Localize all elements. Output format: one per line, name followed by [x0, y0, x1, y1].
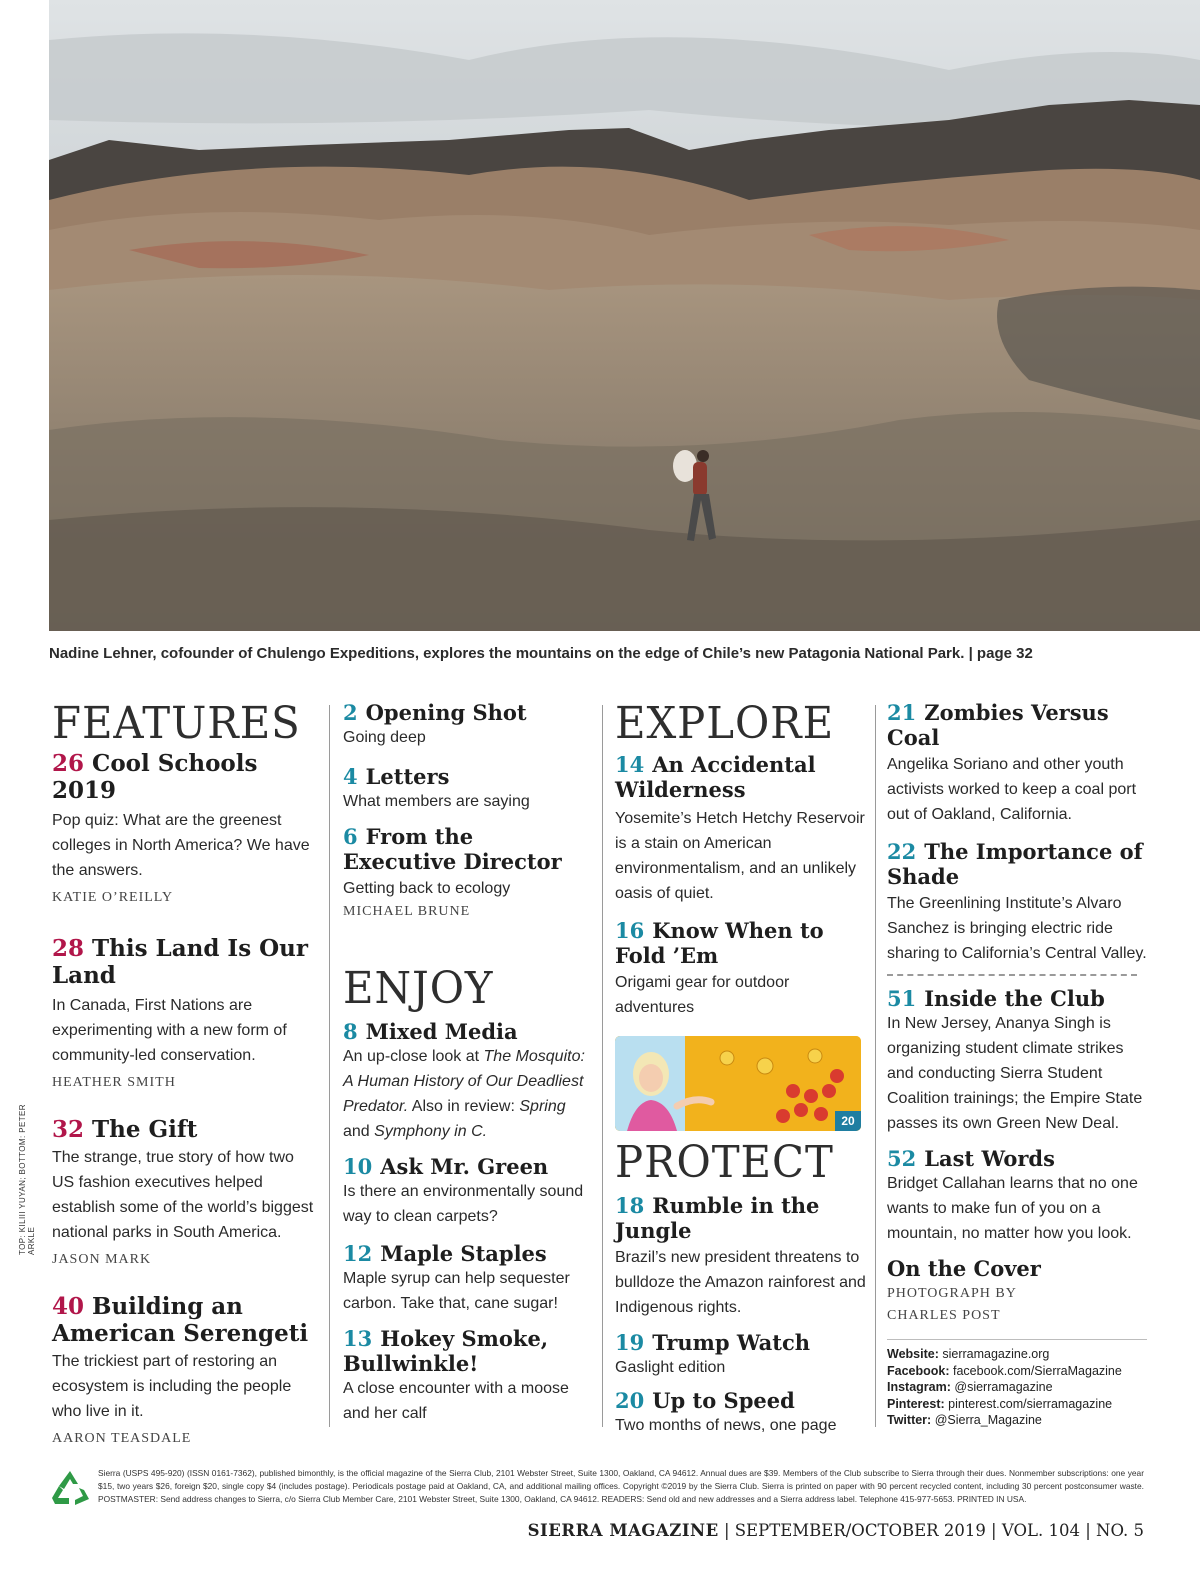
toc-item[interactable] [887, 839, 1147, 966]
page-number: 4 [343, 764, 358, 789]
article-title: The Importance of Shade [887, 839, 1143, 889]
social-instagram[interactable]: Instagram: @sierramagazine [887, 1380, 1053, 1394]
page-number: 2 [343, 700, 358, 725]
article-title: Last Words [924, 1146, 1055, 1171]
toc-item[interactable] [615, 918, 870, 1020]
article-title: Trump Watch [652, 1330, 811, 1355]
toc-item[interactable] [887, 700, 1147, 827]
article-description: In Canada, First Nations are experimenting with a new form of community-led conservation. [52, 997, 287, 1064]
toc-item[interactable] [52, 935, 314, 1094]
author-byline: MICHAEL BRUNE [343, 904, 471, 919]
article-description: Pop quiz: What are the greenest colleges in North America? We have the answers. [52, 812, 310, 879]
back-of-book-column [887, 700, 1147, 1429]
column-divider [875, 705, 876, 1427]
page-number: 8 [343, 1019, 358, 1044]
article-title: Letters [365, 764, 450, 789]
issue-info: | SEPTEMBER/OCTOBER 2019 | VOL. 104 | NO. 5 [718, 1521, 1144, 1540]
recycle-icon [49, 1468, 91, 1508]
column-divider [602, 705, 603, 1427]
page-number: 51 [887, 986, 917, 1011]
page-number: 16 [615, 918, 645, 943]
article-description: An up-close look at The Mosquito: A Human History of Our Deadliest Predator. Also in review: Spring and Symphony in C. [343, 1048, 585, 1140]
article-description: Angelika Soriano and other youth activists worked to keep a coal port out of Oakland, California. [887, 756, 1137, 823]
article-title: The Gift [92, 1116, 198, 1143]
author-byline: AARON TEASDALE [52, 1431, 192, 1446]
legal-notice: Sierra (USPS 495-920) (ISSN 0161-7362), published bimonthly, is the official magazine of the Sierra Club, 2101 Webster Street, Suite 1300, Oakland, CA 94612. Annual dues are $39. Members of the Club subscribe to Sierra through their dues. Nonmember subscriptions: one year $15, two years $26, foreign $20, single copy $4 (includes postage). Periodicals postage paid at Oakland, CA, and additional mailing offices. Copyright ©2019 by the Sierra Club. Sierra is printed on paper with 90 percent recycled content, including 30 percent postconsumer waste. POSTMASTER: Send address changes to Sierra, c/o Sierra Club Member Care, 2101 Webster Street, Suite 1300, Oakland, CA 94612. READERS: Send old and new addresses and a Sierra address label. Telephone 415-977-5653. PRINTED IN USA. [98, 1468, 1144, 1504]
weather-map-illustration [615, 1036, 861, 1131]
features-heading: FEATURES [52, 698, 301, 749]
social-twitter[interactable]: Twitter: @Sierra_Magazine [887, 1413, 1042, 1427]
article-title: Mixed Media [365, 1019, 518, 1044]
toc-item[interactable] [343, 1019, 593, 1144]
page-badge: 20 [835, 1111, 861, 1131]
page-number: 10 [343, 1154, 373, 1179]
article-description: In New Jersey, Ananya Singh is organizing student climate strikes and conducting Sierra Student Coalition trainings; the Empire State passes its own Green New Deal. [887, 1015, 1143, 1132]
page-number: 14 [615, 752, 645, 777]
page-number: 18 [615, 1193, 645, 1218]
social-facebook[interactable]: Facebook: facebook.com/SierraMagazine [887, 1363, 1122, 1378]
article-description: Gaslight edition [615, 1359, 726, 1376]
author-byline: JASON MARK [52, 1252, 152, 1267]
toc-item[interactable] [887, 1146, 1147, 1246]
article-title: Know When to Fold ’Em [615, 918, 824, 968]
toc-item[interactable] [52, 1116, 314, 1271]
toc-item[interactable] [615, 1193, 870, 1320]
article-title: An Accidental Wilderness [615, 752, 816, 802]
article-description: A close encounter with a moose and her calf [343, 1380, 569, 1422]
article-description: What members are saying [343, 793, 530, 810]
article-title: Maple Staples [380, 1241, 547, 1266]
page-number: 13 [343, 1326, 373, 1351]
up-to-speed-illustration[interactable] [615, 1036, 861, 1131]
article-title: Cool Schools 2019 [52, 750, 258, 804]
article-title: Rumble in the Jungle [615, 1193, 820, 1243]
dashed-divider [887, 974, 1137, 976]
article-description: Origami gear for outdoor adventures [615, 974, 790, 1016]
article-description: Yosemite’s Hetch Hetchy Reservoir is a stain on American environmentalism, and an unlikely oasis of quiet. [615, 810, 865, 902]
toc-item[interactable] [615, 1388, 870, 1438]
toc-item[interactable] [343, 824, 593, 923]
page-number: 19 [615, 1330, 645, 1355]
article-description: Bridget Callahan learns that no one wants to make fun of you on a mountain, no matter how you look. [887, 1175, 1138, 1242]
article-description: Going deep [343, 729, 426, 746]
masthead-footer [528, 1521, 1144, 1540]
article-description: Two months of news, one page [615, 1417, 837, 1434]
toc-item[interactable] [52, 1293, 314, 1450]
page-number: 52 [887, 1146, 917, 1171]
article-description: Maple syrup can help sequester carbon. Take that, cane sugar! [343, 1270, 570, 1312]
page-number: 22 [887, 839, 917, 864]
article-description: The trickiest part of restoring an ecosystem is including the people who live in it. [52, 1353, 292, 1420]
landscape-illustration [49, 0, 1200, 631]
page-number: 12 [343, 1241, 373, 1266]
page-number: 6 [343, 824, 358, 849]
article-title: Hokey Smoke, Bullwinkle! [343, 1326, 549, 1376]
toc-item[interactable] [343, 1326, 593, 1426]
photo-credit: TOP: KILIII YUYAN; BOTTOM: PETER ARKLE [18, 1104, 36, 1255]
social-pinterest[interactable]: Pinterest: pinterest.com/sierramagazine [887, 1396, 1113, 1411]
article-title: From the Executive Director [343, 824, 562, 874]
article-title: Opening Shot [365, 700, 527, 725]
toc-item[interactable] [343, 1241, 593, 1316]
cover-heading: On the Cover [887, 1256, 1041, 1281]
page-number: 26 [52, 750, 85, 777]
toc-item[interactable] [343, 1154, 593, 1229]
social-website[interactable]: Website: sierramagazine.org [887, 1347, 1050, 1361]
toc-item[interactable] [615, 1330, 870, 1380]
photo-caption: Nadine Lehner, cofounder of Chulengo Expeditions, explores the mountains on the edge of Chile’s new Patagonia National Park. | page 32 [49, 645, 1033, 662]
departments-column [343, 700, 593, 1426]
explore-heading: EXPLORE [615, 698, 835, 749]
article-description: Is there an environmentally sound way to clean carpets? [343, 1183, 584, 1225]
toc-item[interactable] [343, 700, 593, 750]
author-byline: HEATHER SMITH [52, 1075, 176, 1090]
social-links [887, 1339, 1147, 1429]
cover-byline: PHOTOGRAPH BY [887, 1286, 1017, 1301]
article-title: Ask Mr. Green [380, 1154, 549, 1179]
article-title: Zombies Versus Coal [887, 700, 1109, 750]
toc-item[interactable] [615, 752, 870, 906]
article-description: The Greenlining Institute’s Alvaro Sanchez is bringing electric ride sharing to California’s Central Valley. [887, 895, 1147, 962]
toc-item[interactable] [52, 750, 314, 909]
features-column [52, 700, 314, 1450]
page-number: 40 [52, 1293, 85, 1320]
article-description: The strange, true story of how two US fashion executives helped establish some of the world’s biggest national parks in South America. [52, 1149, 314, 1241]
article-description: Brazil’s new president threatens to bulldoze the Amazon rainforest and Indigenous rights. [615, 1249, 866, 1316]
cover-photographer: CHARLES POST [887, 1308, 1001, 1323]
cover-credit [887, 1256, 1147, 1327]
magazine-name: SIERRA MAGAZINE [527, 1521, 719, 1540]
enjoy-heading: ENJOY [343, 963, 494, 1014]
page-number: 21 [887, 700, 917, 725]
article-title: Inside the Club [924, 986, 1105, 1011]
page-number: 20 [615, 1388, 645, 1413]
article-title: Building an American Serengeti [52, 1293, 309, 1347]
article-title: This Land Is Our Land [52, 935, 309, 989]
author-byline: KATIE O’REILLY [52, 890, 174, 905]
explore-column [615, 700, 870, 1438]
toc-item[interactable] [887, 986, 1147, 1136]
hero-photo [49, 0, 1200, 631]
protect-heading: PROTECT [615, 1137, 834, 1188]
page-number: 28 [52, 935, 85, 962]
article-description: Getting back to ecology [343, 880, 511, 897]
column-divider [329, 705, 330, 1427]
page-number: 32 [52, 1116, 85, 1143]
toc-item[interactable] [343, 764, 593, 814]
article-title: Up to Speed [652, 1388, 795, 1413]
